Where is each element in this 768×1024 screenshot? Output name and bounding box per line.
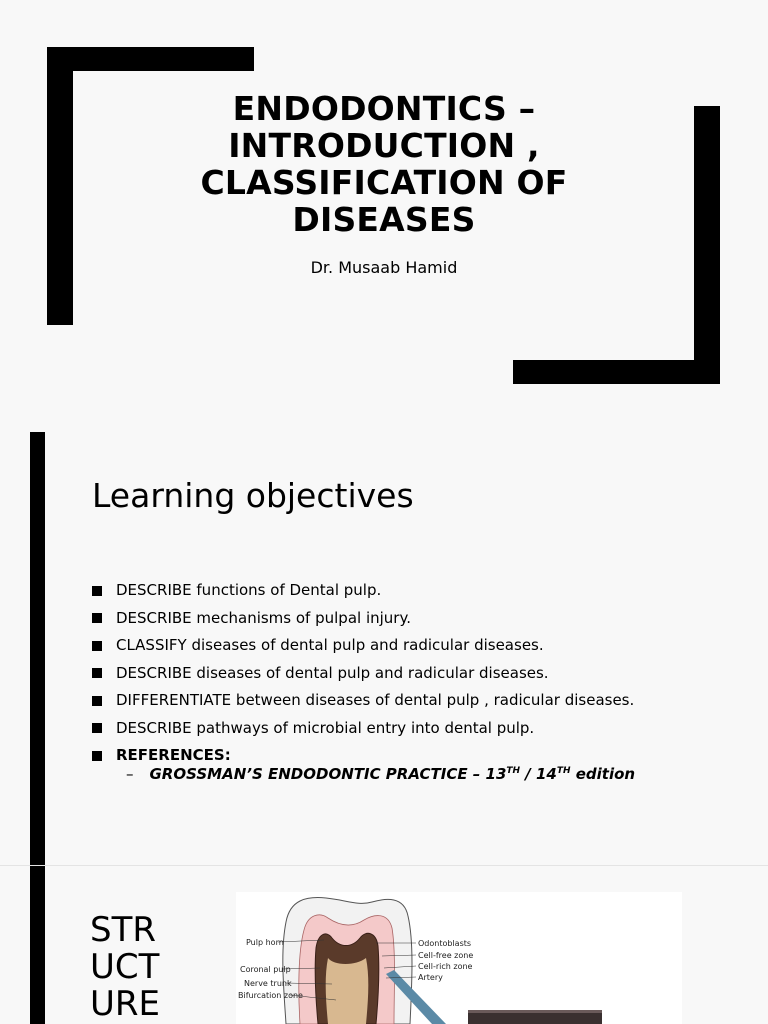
title-block xyxy=(150,90,618,277)
bracket-top-left-horizontal xyxy=(47,47,254,71)
square-bullet-icon xyxy=(92,751,102,761)
objective-text: DESCRIBE mechanisms of pulpal injury. xyxy=(116,608,411,627)
objective-text: DIFFERENTIATE between diseases of dental pulp , radicular diseases. xyxy=(116,691,635,709)
objective-text: DESCRIBE functions of Dental pulp. xyxy=(116,581,382,599)
square-bullet-icon xyxy=(92,696,102,706)
label-nerve-trunk: Nerve trunk xyxy=(244,979,292,988)
structure-title: STRUCTURE xyxy=(90,910,160,1024)
objective-text: DESCRIBE pathways of microbial entry into dental pulp. xyxy=(116,718,535,737)
list-item xyxy=(92,687,712,715)
reference-text: / 14 xyxy=(520,765,557,783)
list-item xyxy=(92,605,712,633)
structure-slide xyxy=(0,866,768,1024)
bracket-bottom-right-vertical xyxy=(694,106,720,384)
tooth-pulp-diagram xyxy=(236,892,682,1024)
label-coronal-pulp: Coronal pulp xyxy=(240,965,291,974)
references-label: REFERENCES: xyxy=(116,746,231,764)
objectives-list xyxy=(92,577,712,770)
slide-title: ENDODONTICS – INTRODUCTION , CLASSIFICATION OF DISEASES xyxy=(200,89,568,239)
accent-bar xyxy=(30,866,45,1024)
author-name: Dr. Musaab Hamid xyxy=(310,258,458,277)
list-item xyxy=(92,632,712,660)
label-pulp-horn: Pulp horn xyxy=(246,938,284,947)
objective-text: DESCRIBE diseases of dental pulp and radicular diseases. xyxy=(116,663,549,682)
square-bullet-icon xyxy=(92,586,102,596)
tooth-diagram-svg xyxy=(236,892,682,1024)
list-item xyxy=(92,660,712,688)
objectives-slide xyxy=(0,432,768,865)
title-slide xyxy=(0,0,768,432)
superscript: TH xyxy=(556,766,571,776)
label-odontoblasts: Odontoblasts xyxy=(418,939,472,948)
superscript: TH xyxy=(506,766,521,776)
list-item xyxy=(92,715,712,743)
label-cell-rich-zone: Cell-rich zone xyxy=(418,962,473,971)
square-bullet-icon xyxy=(92,723,102,733)
bracket-bottom-right-horizontal xyxy=(513,360,720,384)
reference-text: GROSSMAN’S ENDODONTIC PRACTICE – 13 xyxy=(149,765,507,783)
bracket-top-left-vertical xyxy=(47,47,73,325)
label-bifurcation-zone: Bifurcation zone xyxy=(238,991,303,1000)
accent-bar xyxy=(30,432,45,865)
objective-text: CLASSIFY diseases of dental pulp and radicular diseases. xyxy=(116,636,544,654)
reference-entry xyxy=(126,765,635,783)
label-cell-free-zone: Cell-free zone xyxy=(418,951,474,960)
list-item xyxy=(92,577,712,605)
objectives-heading: Learning objectives xyxy=(92,476,414,515)
square-bullet-icon xyxy=(92,668,102,678)
pulp-core xyxy=(326,958,369,1024)
square-bullet-icon xyxy=(92,641,102,651)
square-bullet-icon xyxy=(92,613,102,623)
reference-text: edition xyxy=(570,765,636,783)
label-artery: Artery xyxy=(418,973,443,982)
dash-bullet: – xyxy=(126,765,134,783)
